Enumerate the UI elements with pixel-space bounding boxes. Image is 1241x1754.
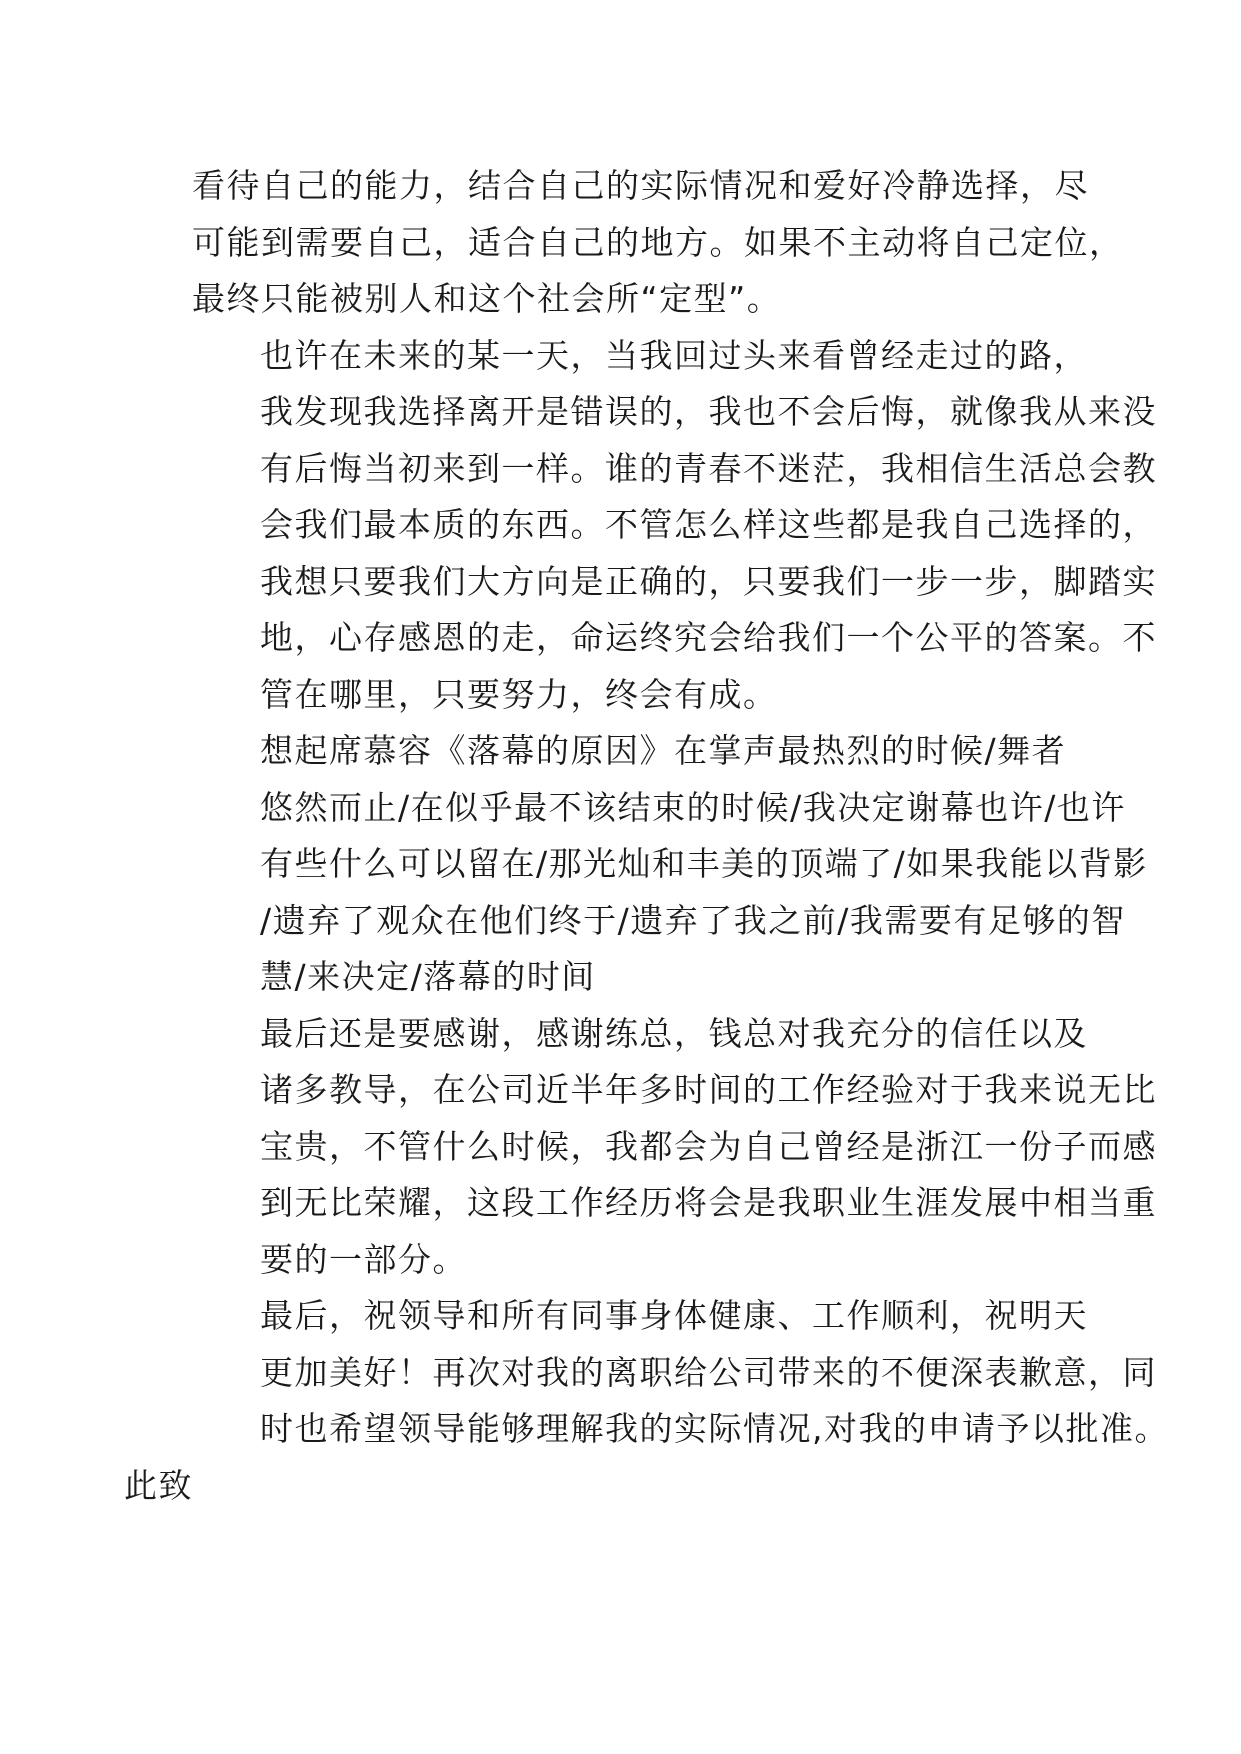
text-line: 宝贵，不管什么时候，我都会为自己曾经是浙江一份子而感 [260,1126,1157,1166]
paragraph-no-regrets [192,328,1157,724]
text-line: 最终只能被别人和这个社会所“定型”。 [192,279,782,318]
salutation-line: 此致 [124,1465,193,1505]
paragraph-thanks [192,1006,1157,1289]
text-line: 时也希望领导能够理解我的实际情况,对我的申请予以批准。 [260,1409,1169,1448]
paragraph-poem-quote [192,723,1148,1006]
text-line: 要的一部分。 [260,1239,467,1279]
text-line: 看待自己的能力，结合自己的实际情况和爱好冷静选择，尽 [192,166,1089,205]
text-line: 有后悔当初来到一样。谁的青春不迷茫，我相信生活总会教 [260,448,1157,488]
paragraph-self-positioning [192,158,1124,328]
text-line: 可能到需要自己，适合自己的地方。如果不主动将自己定位， [192,222,1124,262]
text-line: 有些什么可以留在/那光灿和丰美的顶端了/如果我能以背影 [260,844,1148,883]
text-line: 也许在未来的某一天，当我回过头来看曾经走过的路， [260,335,1088,375]
text-line: /遗弃了观众在他们终于/遗弃了我之前/我需要有足够的智 [260,900,1126,940]
text-line: 诸多教导，在公司近半年多时间的工作经验对于我来说无比 [260,1070,1157,1109]
text-line: 我发现我选择离开是错误的，我也不会后悔，就像我从来没 [260,392,1157,431]
text-line: 最后，祝领导和所有同事身体健康、工作顺利，祝明天 [260,1296,1088,1335]
text-line: 想起席慕容《落幕的原因》在掌声最热烈的时候/舞者 [260,731,1067,770]
text-line: 悠然而止/在似乎最不该结束的时候/我决定谢幕也许/也许 [260,787,1126,827]
text-line: 地，心存感恩的走，命运终究会给我们一个公平的答案。不 [260,618,1157,657]
text-line: 更加美好！再次对我的离职给公司带来的不便深表歉意，同 [260,1352,1157,1392]
text-line: 到无比荣耀，这段工作经历将会是我职业生涯发展中相当重 [260,1183,1157,1222]
letter-body [124,158,1169,1514]
text-line: 最后还是要感谢，感谢练总，钱总对我充分的信任以及 [260,1013,1088,1053]
text-line: 管在哪里，只要努力，终会有成。 [260,674,778,714]
paragraph-closing-wishes [124,1288,1169,1514]
text-line: 会我们最本质的东西。不管怎么样这些都是我自己选择的， [260,505,1157,544]
text-line: 我想只要我们大方向是正确的，只要我们一步一步，脚踏实 [260,561,1157,601]
text-line: 慧/来决定/落幕的时间 [260,957,596,996]
